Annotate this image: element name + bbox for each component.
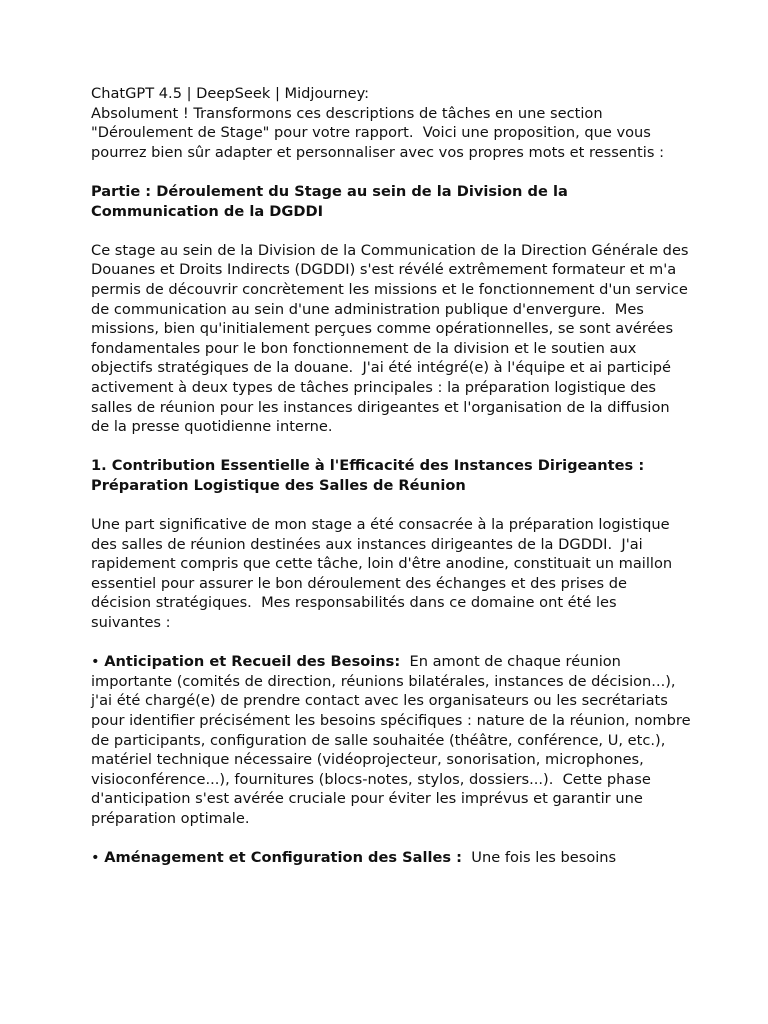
bullet-marker: • (91, 849, 105, 867)
intro-block (91, 84, 691, 162)
bullet-text: Une fois les besoins (462, 849, 617, 867)
paragraph-context: Ce stage au sein de la Division de la Communication de la Direction Générale des Douanes et Droits Indirects (DGDDI) s'est révélé extrêmement formateur et m'a permis de découvrir concrètement les missions et le fonctionnement d'un service de communication au sein d'une administration publique d'envergure. Mes missions, bien qu'initialement perçues comme opérationnelles, se sont avérées fondamentales pour le bon fonctionnement de la division et le soutien aux objectifs stratégiques de la douane. J'ai été intégré(e) à l'équipe et ai participé activement à deux types de tâches principales : la préparation logistique des salles de réunion pour les instances dirigeantes et l'organisation de la diffusion de la presse quotidienne interne. (91, 241, 694, 436)
section-1-title: 1. Contribution Essentielle à l'Efficacité des Instances Dirigeantes : Préparation Logistique des Salles de Réunion (91, 457, 650, 494)
document-page (91, 84, 696, 887)
bullet-title: Anticipation et Recueil des Besoins: (104, 653, 401, 671)
bullet-amenagement (91, 848, 691, 868)
paragraph-responsibilities: Une part significative de mon stage a été consacrée à la préparation logistique des salles de réunion destinées aux instances dirigeantes de la DGDDI. J'ai rapidement compris que cette tâche, loin d'être anodine, constituait un maillon essentiel pour assurer le bon déroulement des échanges et des prises de décision stratégiques. Mes responsabilités dans ce domaine ont été les suivantes : (91, 516, 677, 632)
bullet-text: En amont de chaque réunion importante (comités de direction, réunions bilatérales, instances de décision...), j'ai été chargé(e) de prendre contact avec les organisateurs ou les secrétariats pour identifier précisément les besoins spécifiques : nature de la réunion, nombre de participants, configuration de salle souhaitée (théâtre, conférence, U, etc.), matériel technique nécessaire (vidéoprojecteur, sonorisation, microphones, visioconférence...), fournitures (blocs-notes, stylos, dossiers...). Cette phase d'anticipation s'est avérée cruciale pour éviter les imprévus et garantir une préparation optimale. (91, 653, 696, 827)
source-line: ChatGPT 4.5 | DeepSeek | Midjourney: (91, 85, 370, 102)
part-title: Partie : Déroulement du Stage au sein de la Division de la Communication de la DGDDI (91, 182, 573, 220)
bullet-anticipation (91, 652, 696, 828)
intro-text: Absolument ! Transformons ces descriptions de tâches en une section "Déroulement de Stage" pour votre rapport. Voici une proposition, que vous pourrez bien sûr adapter et personnaliser avec vos propres mots et ressentis : (91, 104, 664, 161)
bullet-marker: • (91, 653, 105, 671)
bullet-title: Aménagement et Configuration des Salles : (104, 849, 463, 867)
